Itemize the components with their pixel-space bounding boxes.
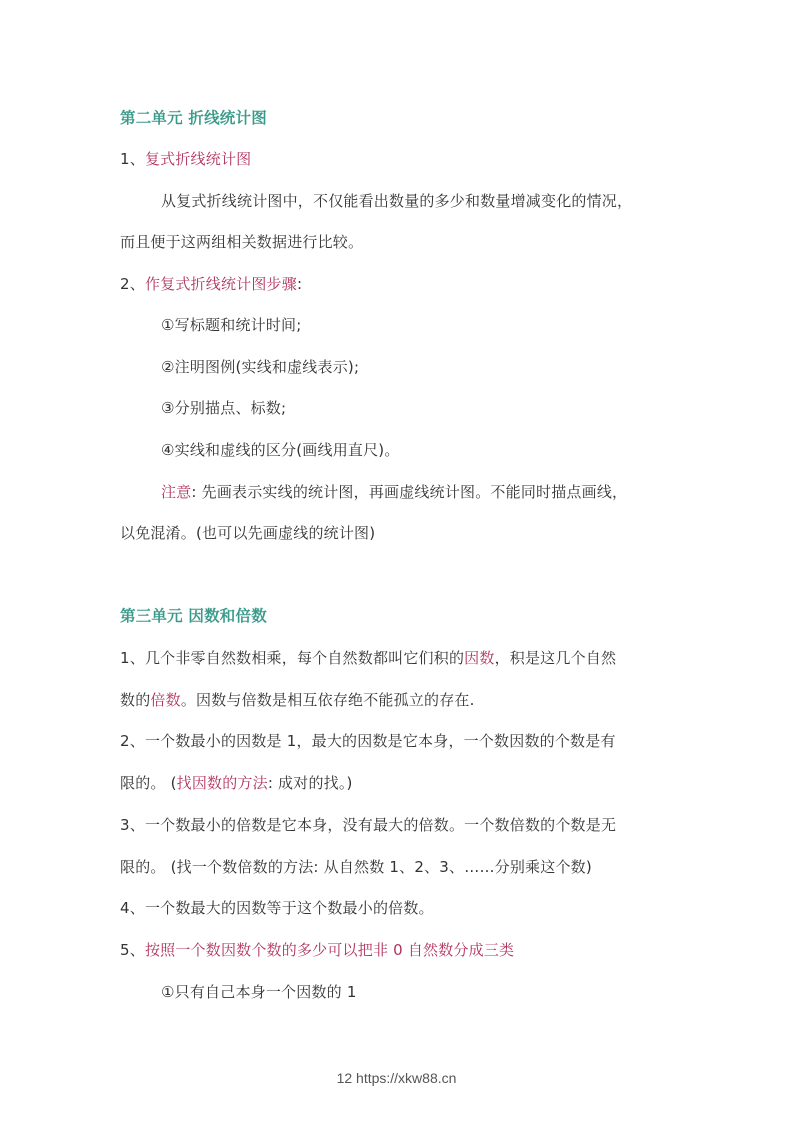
note-label: 注意 <box>161 483 192 501</box>
note-line2: 以免混淆。(也可以先画虚线的统计图) <box>120 524 376 542</box>
step-3: ③分别描点、标数; <box>161 399 287 417</box>
item-suffix: : <box>296 275 303 293</box>
item-title: 作复式折线统计图步骤 <box>144 275 297 293</box>
unit2-item1 <box>120 149 251 169</box>
unit2-heading: 第二单元 折线统计图 <box>120 109 267 127</box>
note-text: : 先画表示实线的统计图，再画虚线统计图。不能同时描点画线， <box>191 483 628 501</box>
text: 。因数与倍数是相互依存绝不能孤立的存在. <box>180 691 475 709</box>
unit3-item3-line2: 限的。 (找一个数倍数的方法: 从自然数 1、2、3、……分别乘这个数) <box>120 858 592 876</box>
step-4: ④实线和虚线的区分(画线用直尺)。 <box>161 441 400 459</box>
unit3-item4: 4、一个数最大的因数等于这个数最小的倍数。 <box>120 899 434 917</box>
text: 数的 <box>120 691 151 709</box>
text: 1、几个非零自然数相乘，每个自然数都叫它们积的 <box>120 649 465 667</box>
step-1: ①写标题和统计时间; <box>161 316 302 334</box>
term-multiple: 倍数 <box>150 691 181 709</box>
note-line1 <box>161 482 627 502</box>
unit3-item1-line2 <box>120 690 475 710</box>
unit3-item5 <box>120 940 514 960</box>
item-title: 按照一个数因数个数的多少可以把非 0 自然数分成三类 <box>144 941 515 959</box>
unit3-heading: 第三单元 因数和倍数 <box>120 607 267 625</box>
unit3-item3-line1: 3、一个数最小的倍数是它本身，没有最大的倍数。一个数倍数的个数是无 <box>120 816 617 834</box>
item-number: 1、 <box>120 150 145 168</box>
unit3-item1-line1 <box>120 648 616 668</box>
step-2: ②注明图例(实线和虚线表示); <box>161 358 360 376</box>
unit2-para1-line1: 从复式折线统计图中，不仅能看出数量的多少和数量增减变化的情况， <box>161 192 633 210</box>
unit2-item2 <box>120 274 302 294</box>
unit3-item2-line2 <box>120 773 353 793</box>
item-number: 5、 <box>120 941 145 959</box>
text: : 成对的找。) <box>267 774 353 792</box>
method-label: 找因数的方法 <box>176 774 268 792</box>
text: ，积是这几个自然 <box>494 649 617 667</box>
unit2-para1-line2: 而且便于这两组相关数据进行比较。 <box>120 233 364 251</box>
unit3-item5-sub1: ①只有自己本身一个因数的 1 <box>161 983 357 1001</box>
unit3-item2-line1: 2、一个数最小的因数是 1，最大的因数是它本身，一个数因数的个数是有 <box>120 732 616 750</box>
item-title: 复式折线统计图 <box>144 150 252 168</box>
page-number: 12 <box>336 1070 353 1086</box>
term-factor: 因数 <box>464 649 495 667</box>
footer-url: https://xkw88.cn <box>356 1070 457 1086</box>
text: 限的。 ( <box>120 774 177 792</box>
page-footer <box>0 1070 793 1086</box>
item-number: 2、 <box>120 275 145 293</box>
